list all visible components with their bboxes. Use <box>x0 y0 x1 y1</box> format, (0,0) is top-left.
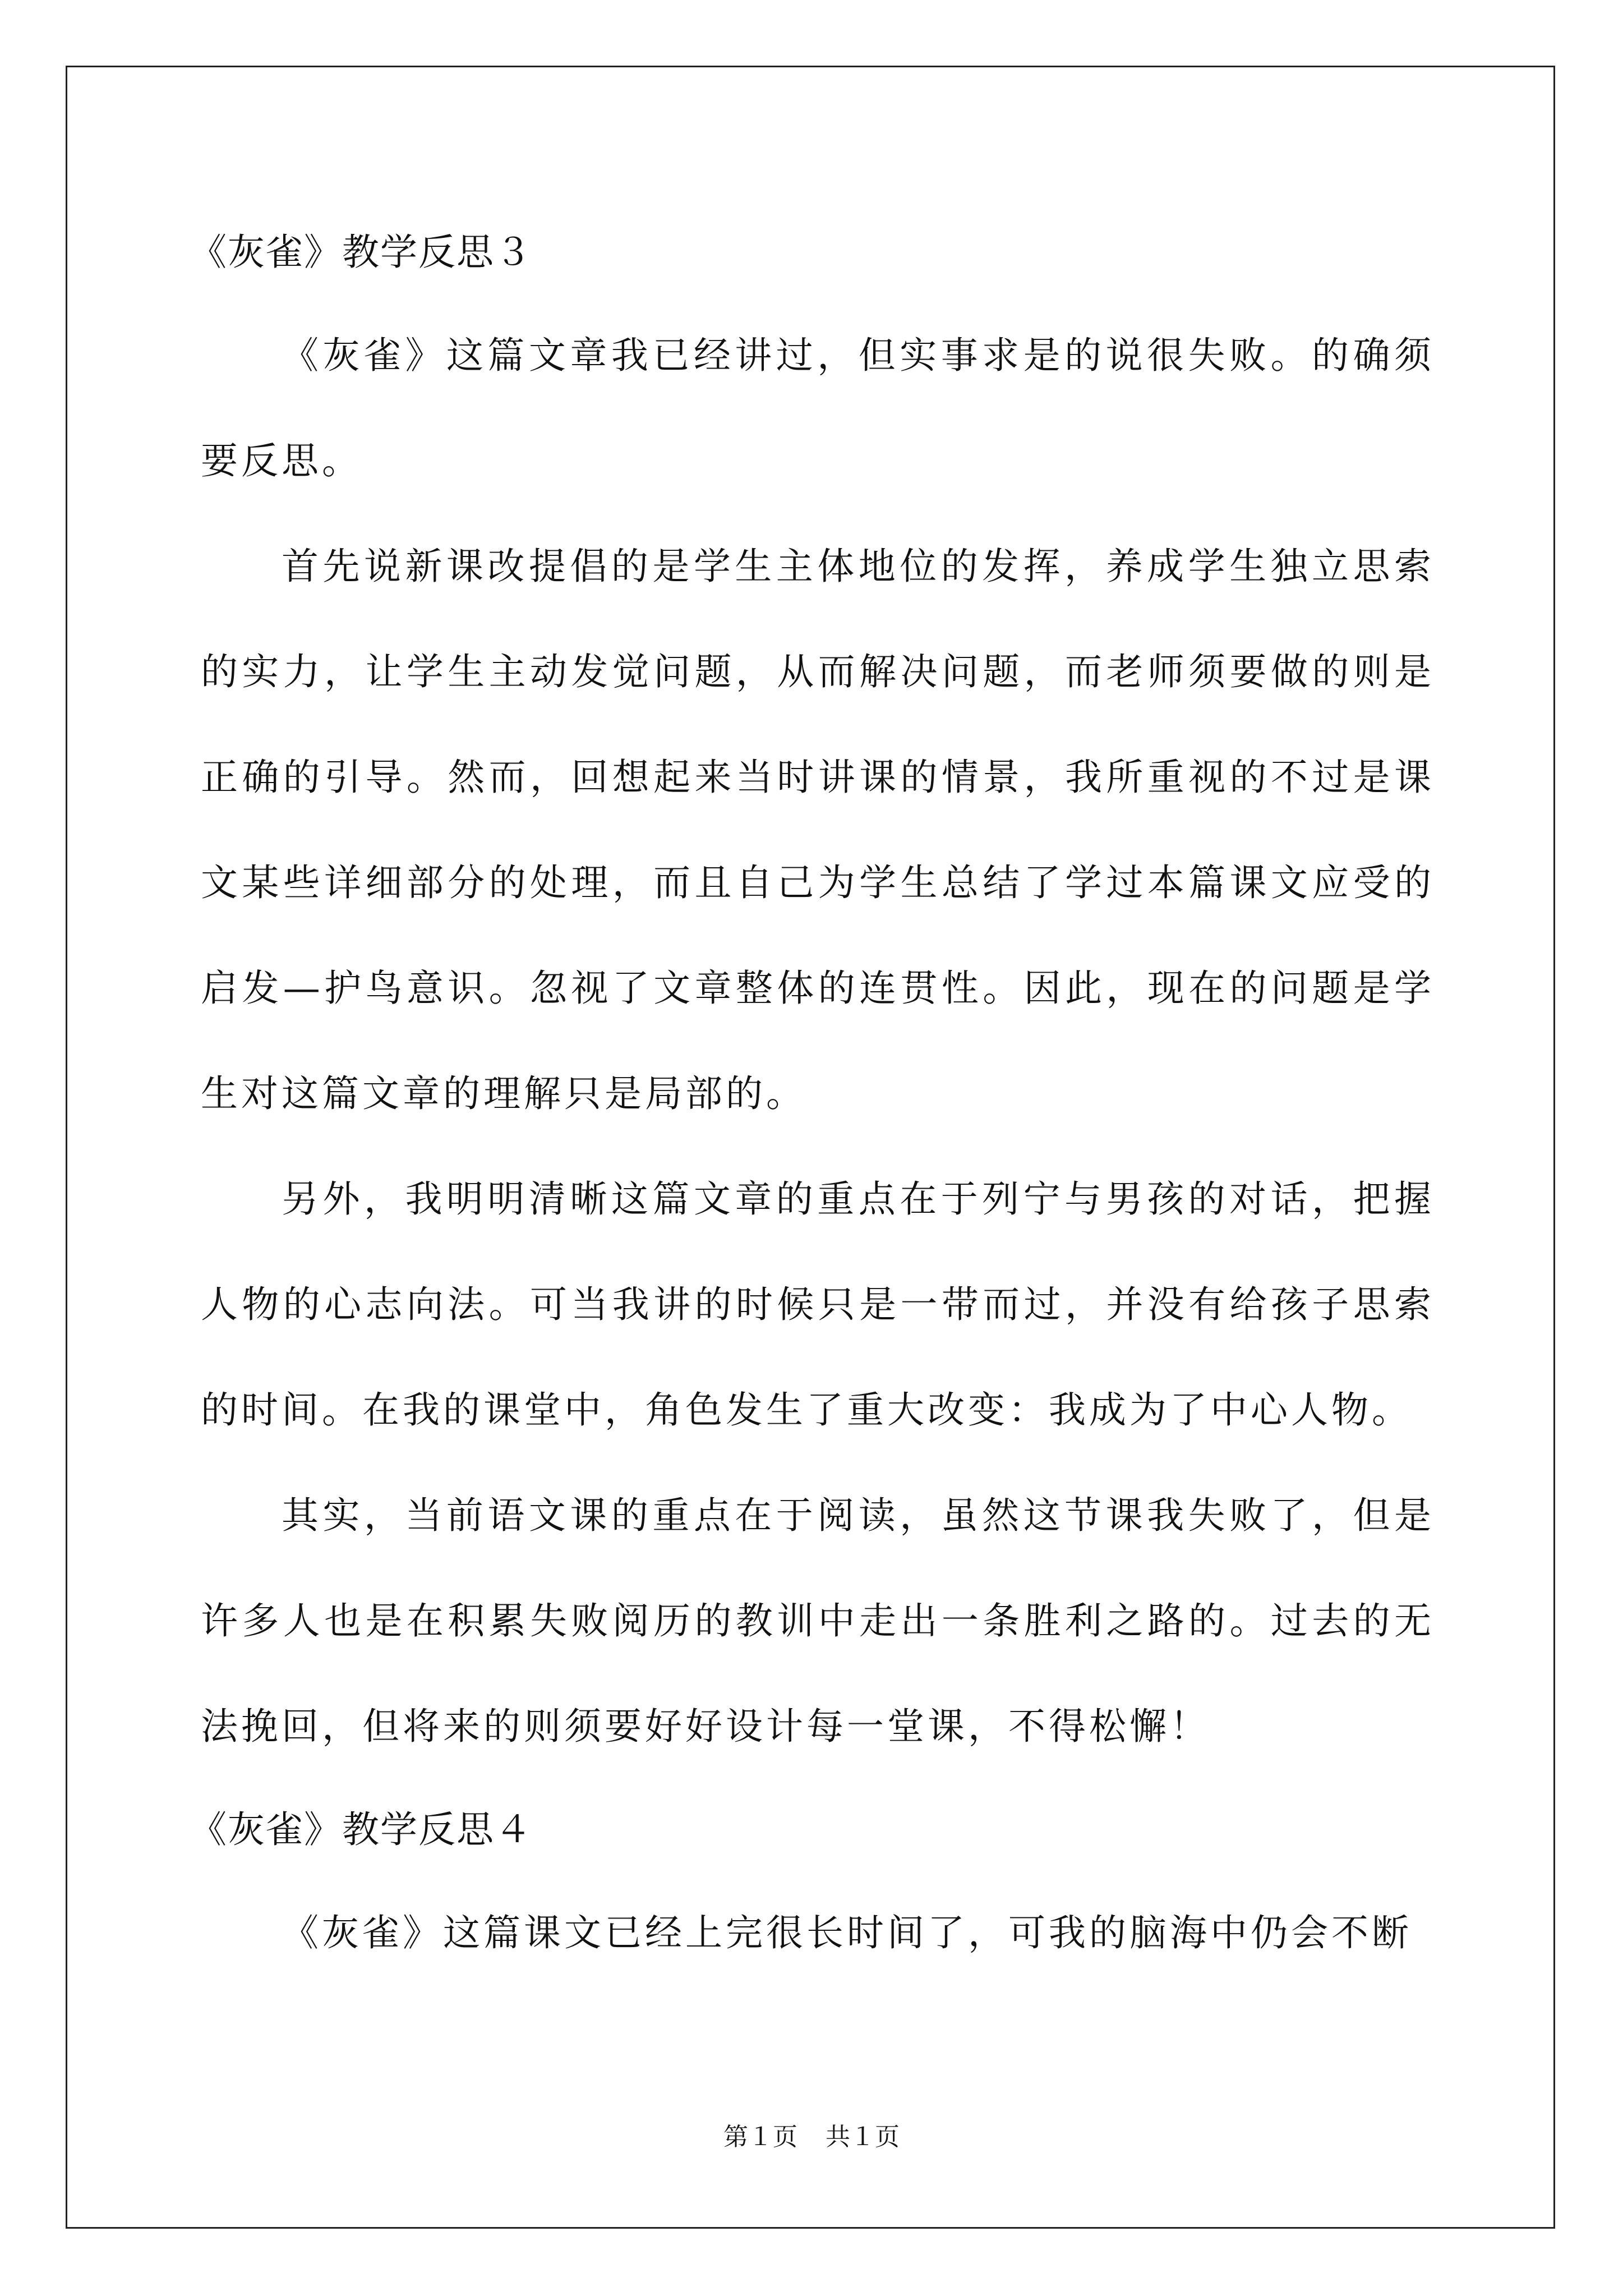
page-footer <box>0 2120 1623 2154</box>
document-body <box>190 202 1435 1986</box>
section-4-title: 《灰雀》教学反思４ <box>190 1808 533 1851</box>
section-3-paragraph-1: 《灰雀》这篇文章我已经讲过，但实事求是的说很失败。的确须要反思。 <box>201 334 1435 482</box>
page-number: 第１页 <box>723 2123 797 2151</box>
section-4-paragraph-1: 《灰雀》这篇课文已经上完很长时间了，可我的脑海中仍会不断 <box>282 1911 1412 1954</box>
section-3-paragraph-2: 首先说新课改提倡的是学生主体地位的发挥，养成学生独立思索的实力，让学生主动发觉问题，从而解决问题，而老师须要做的则是正确的引导。然而，回想起来当时讲课的情景，我所重视的不过是课文某些详细部分的处理，而且自己为学生总结了学过本篇课文应受的启发—护鸟意识。忽视了文章整体的连贯性。因此，现在的问题是学生对这篇文章的理解只是局部的。 <box>201 545 1435 1115</box>
page-total: 共１页 <box>826 2123 900 2151</box>
section-3-paragraph-3: 另外，我明明清晰这篇文章的重点在于列宁与男孩的对话，把握人物的心志向法。可当我讲的时候只是一带而过，并没有给孩子思索的时间。在我的课堂中，角色发生了重大改变：我成为了中心人物。 <box>201 1177 1435 1432</box>
section-3-paragraph-4: 其实，当前语文课的重点在于阅读，虽然这节课我失败了，但是许多人也是在积累失败阅历的教训中走出一条胜利之路的。过去的无法挽回，但将来的则须要好好设计每一堂课，不得松懈！ <box>201 1494 1435 1748</box>
section-3-title: 《灰雀》教学反思３ <box>190 231 533 274</box>
